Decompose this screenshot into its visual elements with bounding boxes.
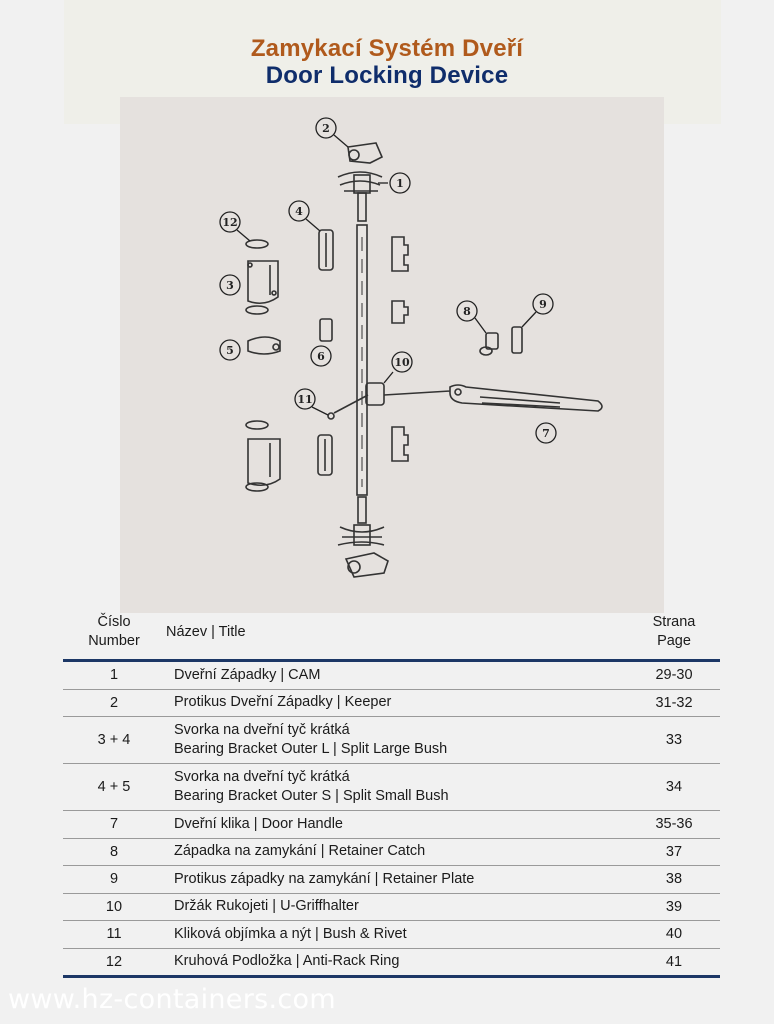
row-title: Držák Rukojeti | U-Griffhalter	[174, 898, 359, 915]
callout-8: 8	[463, 305, 471, 318]
table-row	[63, 662, 720, 690]
callout-3: 3	[226, 279, 234, 292]
callout-1: 1	[396, 177, 404, 190]
row-title-en: Bearing Bracket Outer S | Split Small Bush	[174, 788, 449, 804]
table-row	[63, 764, 720, 811]
table-row	[63, 894, 720, 922]
callout-12: 12	[222, 216, 238, 229]
row-title: Protikus západky na zamykání | Retainer Plate	[174, 870, 475, 887]
parts-diagram	[120, 97, 664, 613]
row-number: 9	[109, 871, 119, 888]
row-title-cz: Svorka na dveřní tyč krátká	[174, 769, 350, 785]
website-watermark: www.hz-containers.com	[8, 984, 336, 1015]
callout-6: 6	[317, 350, 325, 363]
exploded-view-drawing	[120, 97, 664, 613]
header-page	[628, 613, 720, 651]
row-title	[165, 721, 628, 759]
row-number: 8	[109, 843, 119, 860]
header-number	[63, 613, 165, 651]
table-row	[63, 949, 720, 976]
row-page: 35-36	[655, 816, 693, 833]
callout-2: 2	[322, 122, 330, 135]
header-title: Název | Title	[166, 624, 246, 640]
footer-rule	[63, 975, 720, 978]
row-number: 3 + 4	[97, 732, 131, 748]
row-page: 29-30	[655, 667, 693, 684]
row-number: 1	[109, 667, 119, 684]
row-page: 41	[665, 953, 683, 970]
row-title: Dveřní Západky | CAM	[174, 666, 321, 683]
header-number-en: Number	[88, 633, 140, 649]
callout-5: 5	[226, 344, 234, 357]
row-number: 11	[106, 926, 122, 943]
table-row	[63, 717, 720, 764]
row-page: 37	[665, 843, 683, 860]
header-number-cz: Číslo	[97, 614, 131, 630]
parts-table	[63, 612, 720, 978]
callout-9: 9	[539, 298, 547, 311]
table-row	[63, 839, 720, 867]
row-page: 34	[665, 779, 683, 795]
row-title	[165, 768, 628, 806]
row-number: 7	[109, 816, 119, 833]
page-title-czech: Zamykací Systém Dveří	[250, 35, 524, 62]
callout-7: 7	[542, 427, 550, 440]
callout-4: 4	[295, 205, 303, 218]
row-title-en: Bearing Bracket Outer L | Split Large Bush	[174, 741, 448, 757]
header-page-en: Page	[657, 633, 691, 649]
row-number: 10	[105, 898, 123, 915]
row-page: 38	[665, 871, 683, 888]
row-number: 4 + 5	[97, 779, 131, 795]
row-page: 31-32	[655, 694, 693, 711]
row-title-cz: Svorka na dveřní tyč krátká	[174, 722, 350, 738]
table-row	[63, 866, 720, 894]
row-page: 39	[665, 898, 683, 915]
row-title: Kruhová Podložka | Anti-Rack Ring	[174, 953, 400, 970]
row-number: 12	[105, 953, 123, 970]
row-title: Dveřní klika | Door Handle	[174, 815, 343, 832]
table-row	[63, 921, 720, 949]
row-title: Protikus Dveřní Západky | Keeper	[174, 694, 392, 711]
header-page-cz: Strana	[652, 614, 696, 630]
row-number: 2	[109, 694, 119, 711]
page-title-english: Door Locking Device	[265, 62, 509, 89]
callout-11: 11	[297, 393, 313, 406]
row-title: Západka na zamykání | Retainer Catch	[174, 843, 426, 860]
table-row	[63, 690, 720, 718]
table-header	[63, 612, 720, 659]
row-page: 33	[665, 732, 683, 748]
row-page: 40	[665, 926, 683, 943]
table-row	[63, 811, 720, 839]
callout-10: 10	[394, 356, 410, 369]
row-title: Kliková objímka a nýt | Bush & Rivet	[174, 925, 407, 942]
